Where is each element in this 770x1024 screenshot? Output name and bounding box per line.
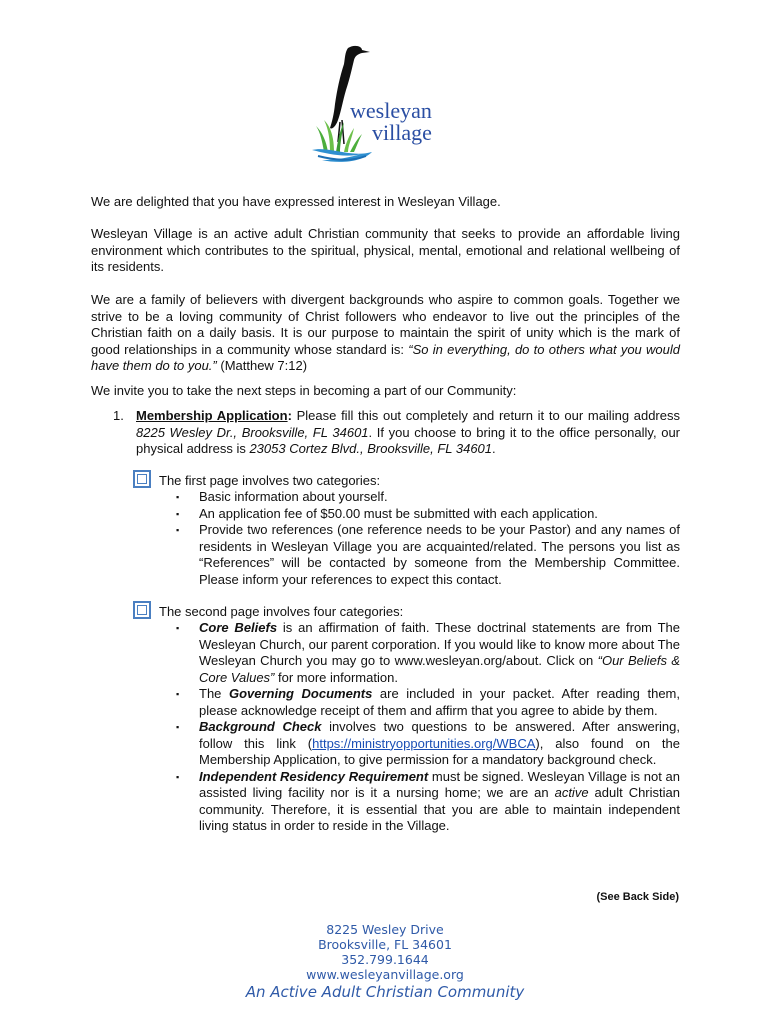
independent-residency-text: adult Christian community. Therefore, it is essential that you are able to maintain independent living status in order to reside in the Village. xyxy=(199,785,680,833)
bullet-icon: ▪ xyxy=(176,525,180,535)
background-check-text: ), also found on the Membership Application, to give permission for a mandatory background check. xyxy=(199,735,680,767)
step-text: . xyxy=(492,441,496,456)
core-beliefs-text: for more information. xyxy=(274,669,398,685)
physical-address: 23053 Cortez Blvd., Brooksville, FL 34601 xyxy=(249,441,493,456)
governing-text: The xyxy=(199,686,229,701)
core-beliefs-text: is an affirmation of faith. These doctrinal statements are from The Wesleyan Church, our parent corporation. If you would like to know more about The Wesleyan Church you may go to www.wesleyan.org/about. Click on xyxy=(199,620,680,668)
list-item xyxy=(176,489,680,506)
community-text: We are a family of believers with divergent backgrounds who aspire to common goals. Together we strive to be a loving community of Christ followers who endeavor to live out the principles of the Christian faith on a daily basis. It is our purpose to maintain the spirit of unity which is the mark of good relationships in a community whose standard is: xyxy=(91,292,680,357)
step-text: Please fill this out completely and return it to our mailing address xyxy=(291,408,680,423)
governing-documents-label: Governing Documents xyxy=(228,686,373,701)
background-check-label: Background Check xyxy=(199,719,322,734)
footer-street: 8225 Wesley Drive xyxy=(326,922,444,937)
core-beliefs-quote: “Our Beliefs & Core Values” xyxy=(199,653,680,685)
list-item-text: An application fee of $50.00 must be submitted with each application. xyxy=(199,505,598,521)
list-item xyxy=(176,506,680,523)
background-check-text: involves two questions to be answered. After answering, follow this link ( xyxy=(199,719,680,751)
bullet-icon: ▪ xyxy=(176,722,180,732)
bullet-icon: ▪ xyxy=(176,771,180,782)
first-page-heading: The first page involves two categories: xyxy=(159,473,381,488)
see-back-side-note: (See Back Side) xyxy=(596,891,679,903)
list-item-background-check xyxy=(176,719,680,769)
bullet-icon: ▪ xyxy=(176,508,180,519)
first-page-checkbox[interactable] xyxy=(133,470,151,488)
scripture-reference: (Matthew 7:12) xyxy=(216,358,308,373)
step-number: 1. xyxy=(113,408,124,423)
list-item-core-beliefs xyxy=(176,620,680,686)
footer-phone: 352.799.1644 xyxy=(341,952,429,967)
list-item xyxy=(176,522,680,588)
governing-text: are included in your packet. After reading them, please acknowledge receipt of them and affirm that you agree to abide by them. xyxy=(199,686,680,718)
list-item-independent-residency xyxy=(176,769,680,835)
invite-text: We invite you to take the next steps in becoming a part of our Community: xyxy=(91,383,517,398)
membership-application-step xyxy=(136,408,680,458)
list-item-text: Basic information about yourself. xyxy=(199,489,388,504)
footer-website: www.wesleyanvillage.org xyxy=(306,967,464,982)
bullet-icon: ▪ xyxy=(176,689,180,699)
background-check-link[interactable]: https://ministryopportunities.org/WBCA xyxy=(312,735,536,751)
logo-wordmark-line2: village xyxy=(372,120,432,145)
step-text: . If you choose to bring it to the office personally, our physical address is xyxy=(136,424,681,456)
intro-text: We are delighted that you have expressed interest in Wesleyan Village. xyxy=(91,194,501,209)
independent-residency-text: must be signed. Wesleyan Village is not an assisted living facility nor is it a nursing home; we are an xyxy=(199,768,681,800)
independent-residency-label: Independent Residency Requirement xyxy=(199,768,429,784)
title-colon: : xyxy=(287,408,292,423)
active-emphasis: active xyxy=(554,785,589,800)
bullet-icon: ▪ xyxy=(176,492,180,502)
list-item-governing-documents xyxy=(176,686,680,719)
second-page-heading: The second page involves four categories: xyxy=(159,604,404,619)
list-item-text: Provide two references (one reference needs to be your Pastor) and any names of residents in Wesleyan Village you are acquainted/related. The persons you list as “References” will be contacted by someone from the Membership Committee. Please inform your references to expect this contact. xyxy=(199,522,680,587)
footer-contact xyxy=(0,922,770,982)
bullet-icon: ▪ xyxy=(176,623,180,633)
mission-paragraph: Wesleyan Village is an active adult Christian community that seeks to provide an affordable living environment which contributes to the spiritual, physical, mental, emotional and relational wellbeing of its residents. xyxy=(91,226,680,274)
membership-application-title: Membership Application xyxy=(136,408,288,423)
second-page-checkbox[interactable] xyxy=(133,601,151,619)
mailing-address: 8225 Wesley Dr., Brooksville, FL 34601 xyxy=(136,424,369,440)
logo-wordmark-line1: wesleyan xyxy=(350,98,432,123)
footer-city: Brooksville, FL 34601 xyxy=(318,937,452,952)
second-page-list xyxy=(176,620,680,835)
scripture-quote: “So in everything, do to others what you would have them do to you.” xyxy=(91,341,681,373)
community-paragraph xyxy=(91,292,680,375)
footer-tagline: An Active Adult Christian Community xyxy=(245,983,525,1001)
core-beliefs-label: Core Beliefs xyxy=(199,620,278,635)
wesleyan-village-logo xyxy=(310,42,460,167)
first-page-list xyxy=(176,489,680,588)
